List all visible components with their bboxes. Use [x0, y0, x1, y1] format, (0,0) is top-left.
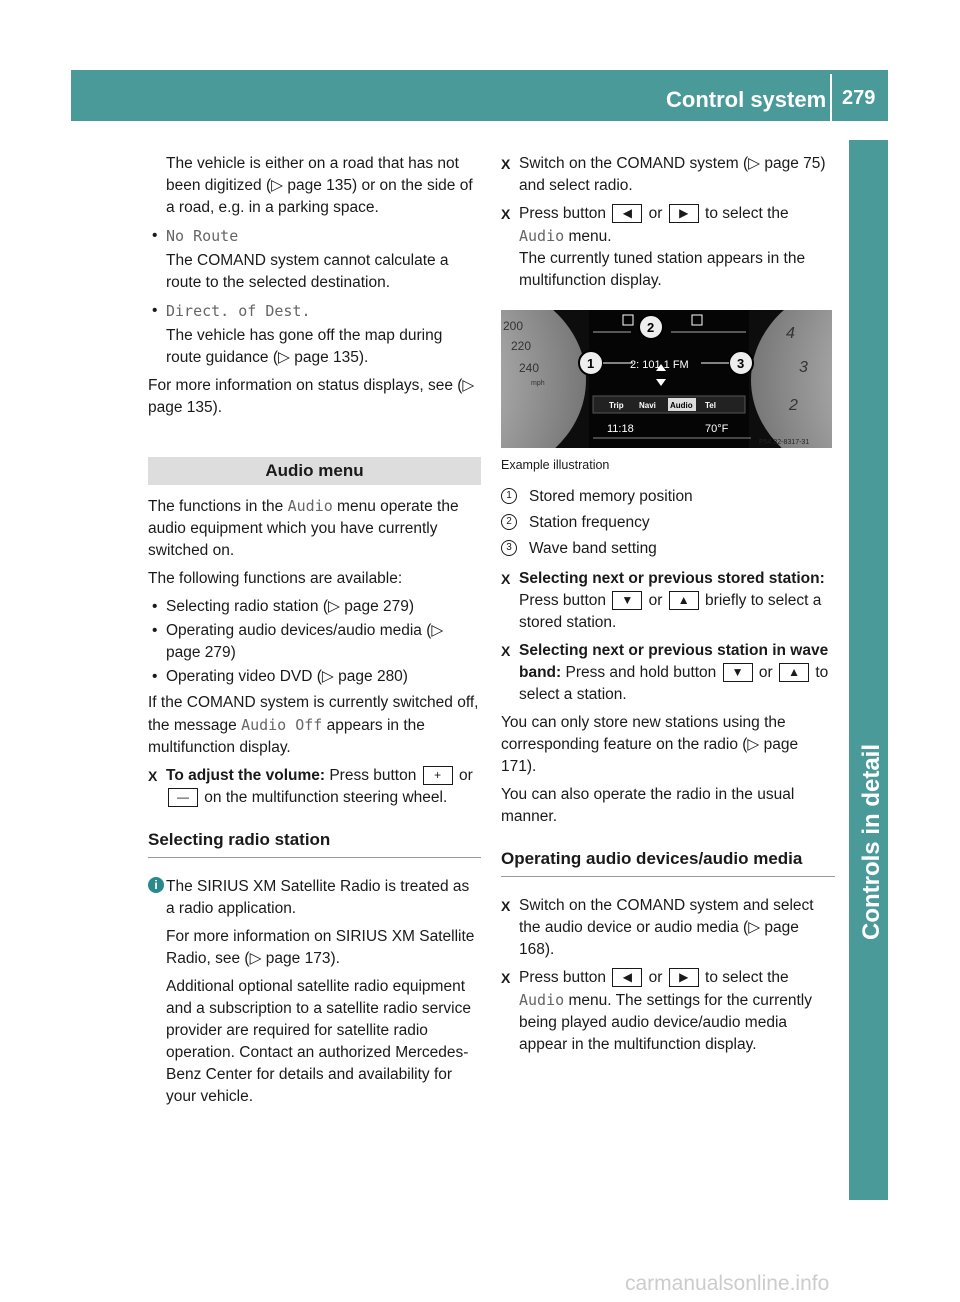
- left-column: [148, 153, 481, 1114]
- chapter-title: Control system: [666, 87, 827, 112]
- legend-item: 3 Wave band setting: [501, 538, 835, 560]
- step-device-audio: X Press button ◀ or ▶ to select the Audio menu. The settings for the currently being played audio device/audio media appear in the multifunction display.: [501, 967, 835, 1056]
- left-arrow-key-icon: ◀: [612, 968, 642, 987]
- down-key-icon: ▼: [612, 591, 642, 610]
- info-icon: i: [148, 877, 164, 893]
- step-stored-station: X Selecting next or previous stored station: Press button ▼ or ▲ briefly to select a stored station.: [501, 568, 835, 634]
- illustration-caption: Example illustration: [501, 458, 610, 472]
- usual-note: You can also operate the radio in the usual manner.: [501, 786, 795, 825]
- svg-text:200: 200: [503, 319, 524, 333]
- right-column: [501, 153, 835, 1062]
- audio-off-text: If the COMAND system is currently switched off, the message Audio Off appears in the multifunction display.: [148, 694, 479, 756]
- svg-text:1: 1: [587, 356, 595, 371]
- footer-watermark: carmanualsonline.info: [625, 1272, 830, 1295]
- svg-text:2: 101.1 FM: 2: 101.1 FM: [630, 359, 689, 371]
- svg-text:Trip: Trip: [609, 401, 624, 410]
- audio-menu-heading: Audio menu: [148, 457, 481, 485]
- svg-text:3: 3: [737, 356, 745, 371]
- svg-text:mph: mph: [531, 380, 545, 387]
- bullet-item: • Operating video DVD (▷ page 280): [148, 666, 481, 688]
- plus-key-icon: +: [423, 766, 453, 785]
- radio-heading: Selecting radio station: [148, 829, 481, 858]
- up-key-icon: ▲: [669, 591, 699, 610]
- multifunction-display-illustration: [501, 310, 832, 448]
- volume-step: X To adjust the volume: Press button + or — on the multifunction steering wheel.: [148, 765, 481, 809]
- right-arrow-key-icon: ▶: [669, 968, 699, 987]
- svg-text:P54.32-8317-31: P54.32-8317-31: [759, 439, 810, 446]
- more-info: For more information on status displays, see (▷ page 135).: [148, 377, 475, 416]
- svg-text:Navi: Navi: [639, 401, 656, 410]
- svg-text:240: 240: [519, 361, 540, 375]
- step-select-audio: X Press button ◀ or ▶ to select the Audio menu. The currently tuned station appears in the multifunction display.: [501, 203, 835, 292]
- left-arrow-key-icon: ◀: [612, 204, 642, 223]
- svg-text:Tel: Tel: [705, 401, 716, 410]
- store-note: You can only store new stations using the corresponding feature on the radio (▷ page 171).: [501, 714, 799, 775]
- intro-continuation: The vehicle is either on a road that has not been digitized (▷ page 135) or on the side of a road, e.g. in a parking space.: [166, 155, 473, 216]
- svg-text:3: 3: [799, 359, 808, 376]
- bullet-item: • Selecting radio station (▷ page 279): [148, 596, 481, 618]
- audio-intro: The functions in the Audio menu operate the audio equipment which you have currently switched on.: [148, 497, 459, 559]
- direct-text: The vehicle has gone off the map during route guidance (▷ page 135).: [166, 327, 443, 366]
- svg-text:2: 2: [647, 320, 655, 335]
- svg-text:70°F: 70°F: [705, 423, 729, 435]
- svg-text:4: 4: [786, 325, 795, 342]
- up-key-icon: ▲: [779, 663, 809, 682]
- legend-item: 1 Stored memory position: [501, 486, 835, 508]
- header-divider: [830, 74, 832, 121]
- side-tab: [849, 140, 888, 1200]
- down-key-icon: ▼: [723, 663, 753, 682]
- side-tab-label: Controls in detail: [858, 743, 885, 940]
- svg-text:Audio: Audio: [670, 401, 693, 410]
- svg-text:220: 220: [511, 339, 532, 353]
- devices-heading: Operating audio devices/audio media: [501, 848, 835, 877]
- step-device-on: X Switch on the COMAND system and select the audio device or audio media (▷ page 168).: [501, 895, 835, 961]
- status-no-route: • No Route: [148, 225, 481, 248]
- display-svg: [501, 310, 832, 448]
- minus-key-icon: —: [168, 788, 198, 807]
- audio-available: The following functions are available:: [148, 570, 403, 587]
- step-switch-on: X Switch on the COMAND system (▷ page 75) and select radio.: [501, 153, 835, 197]
- page-number: 279: [842, 87, 876, 109]
- info-note: i The SIRIUS XM Satellite Radio is treated as a radio application. For more information on SIRIUS XM Satellite Radio, see (▷ page 173). Additional optional satellite radio equipment and a subscription to a satellite radio service provider are required for satellite radio operation. Contact an authorized Mercedes-Benz Center for details and availability for your vehicle.: [148, 876, 481, 1108]
- legend-item: 2 Station frequency: [501, 512, 835, 534]
- right-arrow-key-icon: ▶: [669, 204, 699, 223]
- no-route-text: The COMAND system cannot calculate a route to the selected destination.: [166, 252, 449, 291]
- svg-text:11:18: 11:18: [607, 423, 634, 435]
- step-wave-band: X Selecting next or previous station in wave band: Press and hold button ▼ or ▲ to select a station.: [501, 640, 835, 706]
- status-direct: • Direct. of Dest.: [148, 300, 481, 323]
- bullet-item: • Operating audio devices/audio media (▷ page 279): [148, 620, 481, 664]
- svg-text:2: 2: [789, 397, 798, 414]
